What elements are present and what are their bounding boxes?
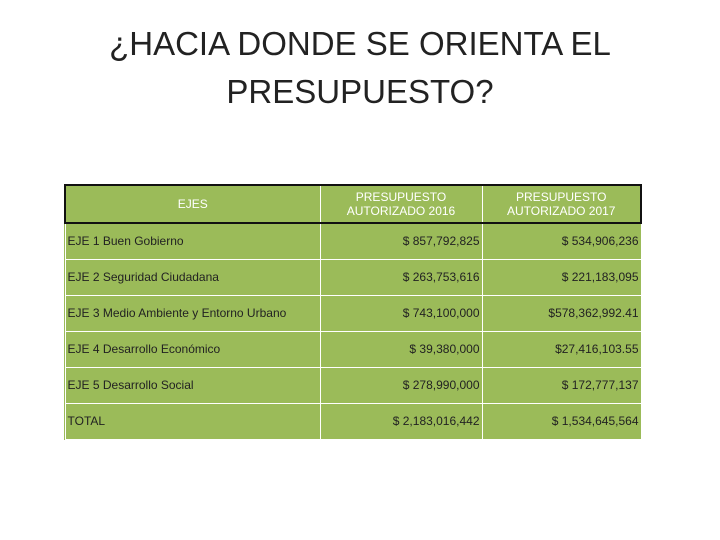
header-ejes: EJES — [65, 185, 320, 223]
row-eje-label: EJE 5 Desarrollo Social — [65, 367, 320, 403]
row-eje-label: EJE 2 Seguridad Ciudadana — [65, 259, 320, 295]
total-2016-value: $ 2,183,016,442 — [320, 403, 482, 439]
row-2016-value: $ 278,990,000 — [320, 367, 482, 403]
row-eje-label: EJE 1 Buen Gobierno — [65, 223, 320, 259]
row-2017-value: $578,362,992.41 — [482, 295, 641, 331]
table-row — [65, 223, 641, 259]
row-2017-value: $27,416,103.55 — [482, 331, 641, 367]
row-2016-value: $ 857,792,825 — [320, 223, 482, 259]
row-eje-label: EJE 3 Medio Ambiente y Entorno Urbano — [65, 295, 320, 331]
row-2016-value: $ 743,100,000 — [320, 295, 482, 331]
table-row — [65, 367, 641, 403]
row-2016-value: $ 39,380,000 — [320, 331, 482, 367]
slide-title-line-1: ¿HACIA DONDE SE ORIENTA EL — [109, 25, 611, 62]
table-header-row — [65, 185, 641, 223]
table-row — [65, 259, 641, 295]
row-eje-label: EJE 4 Desarrollo Económico — [65, 331, 320, 367]
table-row — [65, 331, 641, 367]
row-2017-value: $ 534,906,236 — [482, 223, 641, 259]
total-label: TOTAL — [65, 403, 320, 439]
row-2016-value: $ 263,753,616 — [320, 259, 482, 295]
total-2017-value: $ 1,534,645,564 — [482, 403, 641, 439]
slide-title-line-2: PRESUPUESTO? — [226, 73, 494, 110]
row-2017-value: $ 172,777,137 — [482, 367, 641, 403]
slide-title — [60, 20, 660, 116]
table-row — [65, 295, 641, 331]
budget-table — [64, 184, 642, 440]
table-row-total — [65, 403, 641, 439]
header-2016: PRESUPUESTO AUTORIZADO 2016 — [320, 185, 482, 223]
row-2017-value: $ 221,183,095 — [482, 259, 641, 295]
header-2017: PRESUPUESTO AUTORIZADO 2017 — [482, 185, 641, 223]
